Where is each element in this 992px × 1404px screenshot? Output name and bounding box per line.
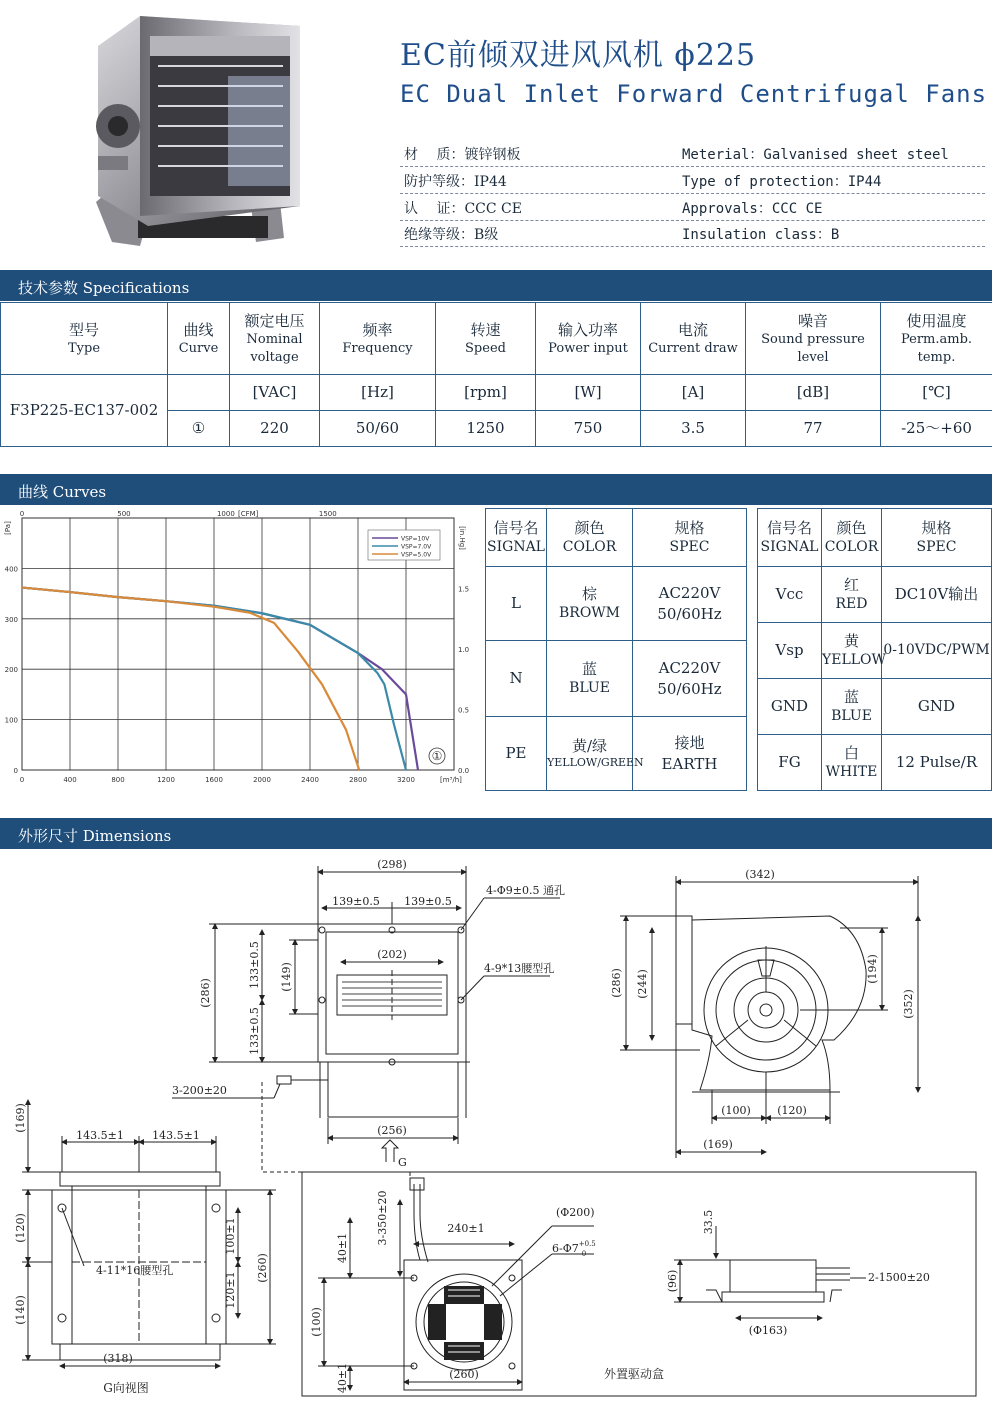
y-tick-label: 200 [4, 666, 18, 675]
cell-curve: ① [168, 411, 230, 447]
unit-speed: [rpm] [436, 375, 536, 411]
dim-g-w2: 143.5±1 [152, 1129, 200, 1142]
x2-tick-label: 1500 [318, 510, 337, 518]
cell-noise: 77 [746, 411, 881, 447]
cell-speed: 1250 [436, 411, 536, 447]
dim-w342: (342) [745, 868, 775, 881]
x-tick-label: 800 [111, 776, 125, 784]
signal-color: 蓝 BLUE [547, 641, 633, 717]
dim-h194: (194) [866, 954, 879, 984]
driver-caption: 外置驱动盒 [603, 1367, 665, 1381]
side-view [620, 876, 918, 1158]
chart-legend [368, 530, 440, 560]
title-chinese: EC前倾双进风风机 ϕ225 [400, 38, 757, 73]
legend-label: VSP=10V [401, 535, 430, 543]
header-signal: 信号名 SIGNAL [486, 509, 547, 567]
legend-label: VSP=5.0V [401, 551, 432, 559]
property-material [400, 142, 985, 167]
y2-tick-label: 1.0 [458, 646, 470, 655]
property-label-en: Meterial：Galvanised sheet steel [682, 147, 949, 163]
signal-table-control [757, 508, 992, 791]
dim-w120: (120) [777, 1104, 807, 1117]
x-tick-label: 1200 [157, 776, 175, 784]
dim-h352: (352) [902, 989, 915, 1019]
header-current: 电流 Current draw [641, 303, 746, 375]
dim-side-h286: (286) [610, 968, 623, 998]
signal-color: 黄 YELLOW [822, 623, 882, 679]
dim-d-v40a: 40±1 [336, 1232, 349, 1264]
dim-g-v120: 120±1 [224, 1271, 237, 1309]
dim-g-h169: (169) [14, 1103, 27, 1133]
header-speed: 转速 Speed [436, 303, 536, 375]
signal-spec: 12 Pulse/R [882, 735, 992, 791]
unit-frequency: [Hz] [320, 375, 436, 411]
front-housing [328, 1062, 458, 1117]
x-tick-label: 2000 [253, 776, 271, 784]
signal-name: Vcc [758, 567, 822, 623]
cell-type: F3P225-EC137-002 [1, 375, 168, 447]
cell-voltage: 220 [230, 411, 320, 447]
dim-d-h100: (100) [310, 1307, 323, 1337]
dim-h244: (244) [636, 969, 649, 999]
property-label-en: Type of protection：IP44 [682, 174, 882, 190]
signal-color: 白 WHITE [822, 735, 882, 791]
signal-row-fg [758, 735, 992, 791]
header-noise: 噪音 Sound pressure level [746, 303, 881, 375]
dim-d-v40b: 40±1 [336, 1362, 349, 1394]
signal-spec: GND [882, 679, 992, 735]
dim-d-w240: 240±1 [447, 1222, 485, 1235]
series-line [22, 588, 359, 770]
header-temp: 使用温度 Perm.amb. temp. [881, 303, 992, 375]
x-tick-label: 2800 [349, 776, 367, 784]
signal-spec: AC220V 50/60Hz [633, 641, 747, 717]
dim-d-cable: 3-350±20 [376, 1190, 389, 1246]
header-frequency: 频率 Frequency [320, 303, 436, 375]
cell-temp: -25～+60 [881, 411, 992, 447]
signal-row-gnd [758, 679, 992, 735]
legend-label: VSP=7.0V [401, 543, 432, 551]
dim-d-out-cable: 2-1500±20 [868, 1271, 930, 1284]
driver-box [302, 1172, 976, 1396]
spec-table [0, 302, 992, 447]
dim-w202: (202) [377, 948, 407, 961]
y2-tick-label: 0.5 [458, 706, 470, 715]
signal-color: 黄/绿 YELLOW/GREEN [547, 717, 633, 791]
y-tick-label: 100 [4, 716, 18, 725]
y-axis-label: [Pa] [4, 521, 12, 535]
spec-header-row [1, 303, 992, 375]
signal-header-row [758, 509, 992, 567]
signal-color: 棕 BROWM [547, 567, 633, 641]
property-label-en: Approvals：CCC CE [682, 201, 823, 217]
spec-units-row [1, 375, 992, 411]
signal-row-vsp [758, 623, 992, 679]
driver-frame [302, 1172, 976, 1396]
unit-voltage: [VAC] [230, 375, 320, 411]
signal-color: 红 RED [822, 567, 882, 623]
dim-d-d163: (Φ163) [748, 1324, 788, 1337]
header-color: 颜色 COLOR [547, 509, 633, 567]
property-approvals [400, 196, 985, 221]
cell-frequency: 50/60 [320, 411, 436, 447]
dim-v2: 133±0.5 [248, 1007, 261, 1055]
dim-g-v100: 100±1 [224, 1217, 237, 1255]
unit-current: [A] [641, 375, 746, 411]
section-title: 外形尺寸 Dimensions [18, 827, 172, 845]
signal-spec: 接地 EARTH [633, 717, 747, 791]
dim-w298: (298) [377, 858, 407, 871]
g-view-caption: G向视图 [103, 1381, 149, 1395]
property-insulation [400, 222, 985, 247]
dim-g-h140: (140) [14, 1295, 27, 1325]
cell-current: 3.5 [641, 411, 746, 447]
dim-d-w260: (260) [449, 1368, 479, 1381]
front-view [172, 866, 560, 1184]
signal-spec: DC10V输出 [882, 567, 992, 623]
signal-spec: AC220V 50/60Hz [633, 567, 747, 641]
dim-slot-note: 4-9*13腰型孔 [484, 962, 555, 975]
y2-axis-label: [in.Hg] [458, 526, 466, 550]
unit-power: [W] [536, 375, 641, 411]
title-english: EC Dual Inlet Forward Centrifugal Fans [400, 80, 988, 108]
header-power: 输入功率 Power input [536, 303, 641, 375]
section-bar-specifications [0, 270, 992, 301]
cell-power: 750 [536, 411, 641, 447]
signal-row-l [486, 567, 747, 641]
signal-spec: 0-10VDC/PWM [882, 623, 992, 679]
x-tick-label: 400 [63, 776, 77, 784]
signal-name: N [486, 641, 547, 717]
dim-g-slot: 4-11*16腰型孔 [96, 1264, 174, 1277]
dim-g-h260: (260) [256, 1253, 269, 1283]
signal-row-n [486, 641, 747, 717]
signal-row-pe [486, 717, 747, 791]
dim-d-h335: 33.5 [702, 1209, 715, 1235]
dim-w169: (169) [703, 1138, 733, 1151]
dimension-drawings [0, 848, 992, 1404]
dim-h286: (286) [199, 978, 212, 1008]
x-tick-label: 3200 [397, 776, 415, 784]
x-tick-label: 0 [19, 776, 25, 784]
header-spec: 规格 SPEC [882, 509, 992, 567]
y-tick-label: 300 [4, 615, 18, 624]
dim-half2: 139±0.5 [404, 895, 452, 908]
dim-v1: 133±0.5 [248, 941, 261, 989]
y-tick-label: 400 [4, 565, 18, 574]
dim-cable: 3-200±20 [172, 1084, 227, 1097]
dim-hole-note: 4-Φ9±0.5 通孔 [486, 884, 565, 897]
header-signal: 信号名 SIGNAL [758, 509, 822, 567]
y2-tick-label: 1.5 [458, 585, 470, 594]
dim-half1: 139±0.5 [332, 895, 380, 908]
header-spec: 规格 SPEC [633, 509, 747, 567]
header-type: 型号 Type [1, 303, 168, 375]
g-view [22, 1100, 276, 1366]
x2-axis-label: [CFM] [238, 510, 259, 518]
g-arrow-label: G [398, 1156, 407, 1169]
dim-d-holes [552, 1240, 596, 1258]
x2-tick-label: 500 [117, 510, 131, 518]
header-color: 颜色 COLOR [822, 509, 882, 567]
performance-chart [0, 508, 478, 790]
property-label: 防护等级：IP44 [404, 174, 507, 190]
signal-header-row [486, 509, 747, 567]
property-label: 绝缘等级：B级 [404, 227, 499, 243]
dim-g-w1: 143.5±1 [76, 1129, 124, 1142]
dim-w100: (100) [721, 1104, 751, 1117]
header-voltage: 额定电压 Nominal voltage [230, 303, 320, 375]
dim-h149: (149) [280, 962, 293, 992]
unit-temp: [℃] [881, 375, 992, 411]
x2-tick-label: 1000 [216, 510, 235, 518]
property-protection [400, 169, 985, 194]
signal-name: L [486, 567, 547, 641]
property-label: 材 质：镀锌钢板 [404, 147, 521, 163]
section-title: 曲线 Curves [18, 483, 107, 501]
dim-d-holes-tol-up: +0.5 [578, 1240, 596, 1248]
dim-g-w318: (318) [103, 1352, 133, 1365]
section-bar-curves [0, 474, 992, 505]
dim-d-holes-main: 6-Φ7 [552, 1242, 579, 1255]
y2-tick-label: 0.0 [458, 767, 470, 775]
x-axis-label: [m³/h] [440, 776, 462, 784]
dim-g-h120: (120) [14, 1213, 27, 1243]
section-bar-dimensions [0, 818, 992, 849]
signal-name: PE [486, 717, 547, 791]
chart-series [22, 588, 418, 770]
x2-tick-label: 0 [19, 510, 25, 518]
y-tick-label: 0 [13, 767, 18, 775]
signal-color: 蓝 BLUE [822, 679, 882, 735]
dim-d-h96: (96) [666, 1269, 679, 1293]
signal-table-power [485, 508, 747, 791]
signal-name: FG [758, 735, 822, 791]
header-curve: 曲线 Curve [168, 303, 230, 375]
property-label: 认 证：CCC CE [404, 201, 522, 217]
section-title: 技术参数 Specifications [18, 279, 190, 297]
curve-marker: ① [431, 749, 443, 763]
signal-name: Vsp [758, 623, 822, 679]
series-line [22, 588, 418, 770]
signal-name: GND [758, 679, 822, 735]
dim-d-holes-tol-dn: 0 [581, 1250, 587, 1258]
dim-w256: (256) [377, 1124, 407, 1137]
dim-d-d200: (Φ200) [556, 1206, 595, 1219]
unit-noise: [dB] [746, 375, 881, 411]
cell-empty [168, 375, 230, 411]
property-label-en: Insulation class：B [682, 227, 840, 243]
x-tick-label: 2400 [301, 776, 319, 784]
signal-row-vcc [758, 567, 992, 623]
product-photo [78, 6, 310, 250]
x-tick-label: 1600 [205, 776, 223, 784]
